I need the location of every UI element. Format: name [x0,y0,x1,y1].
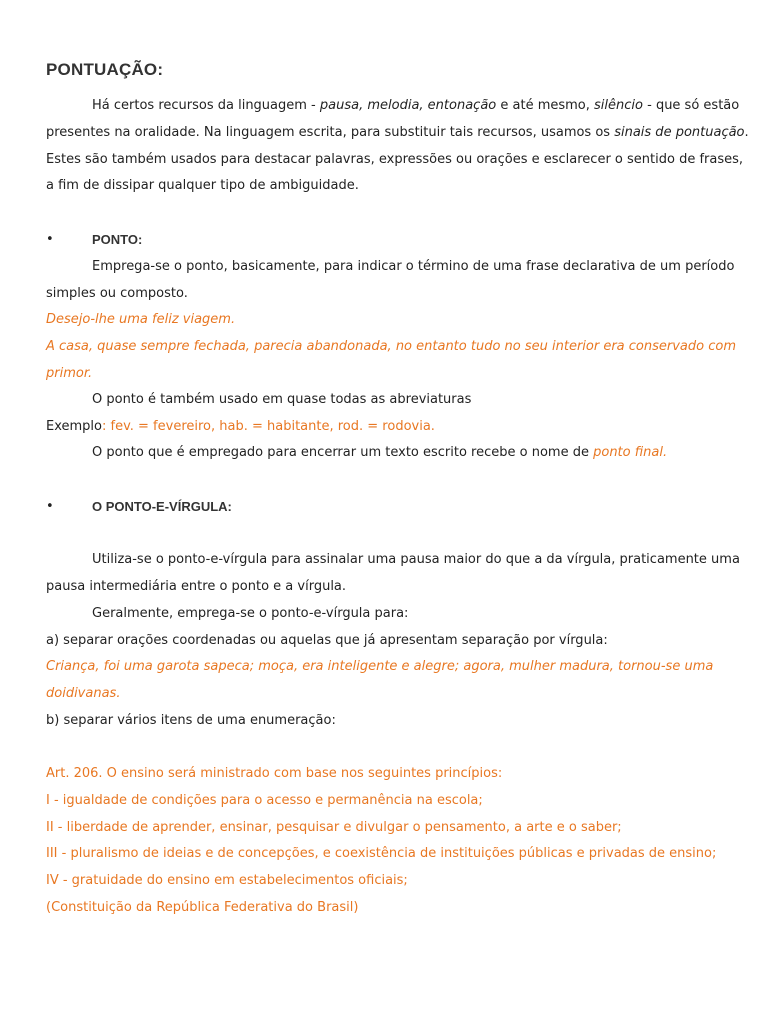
body-text: O ponto que é empregado para encerrar um texto escrito recebe o nome de [92,445,594,460]
intro-text: presentes na oralidade. Na linguagem escrita, para substituir tais recursos, usamos os [46,125,615,140]
intro-text: Há certos recursos da linguagem - [92,98,320,113]
intro-line-2 [46,124,749,142]
example-sentence [46,685,120,703]
example-sentence [46,365,92,383]
example-line [46,418,435,436]
bullet-icon: • [46,232,54,247]
section-heading-ponto: PONTO: [92,232,143,247]
example-sentence [46,658,713,676]
intro-italic: pausa, melodia, entonação [319,98,497,113]
ponto-para-1-line-1: Emprega-se o ponto, basicamente, para indicar o término de uma frase declarativa de um período [92,259,735,274]
intro-italic: sinais de pontuação [614,125,745,140]
pv-item-b: b) separar vários itens de uma enumeração: [46,713,336,728]
example-sentence [46,338,736,356]
example-text: doidivanas. [46,686,121,701]
intro-text: e até mesmo, [496,98,595,113]
example-text: ponto final. [593,445,668,460]
pv-para-1-line-1: Utiliza-se o ponto-e-vírgula para assinalar uma pausa maior do que a da vírgula, praticamente uma [92,552,740,567]
intro-line-3: Estes são também usados para destacar palavras, expressões ou orações e esclarecer o sentido de frases, [46,152,744,167]
intro-line-4: a fim de dissipar qualquer tipo de ambiguidade. [46,178,359,193]
example-text: : fev. = fevereiro, hab. = habitante, rod. = rodovia. [102,419,435,434]
enum-line: I - igualdade de condições para o acesso e permanência na escola; [46,793,483,808]
section-heading-ponto-virgula: O PONTO-E-VÍRGULA: [92,499,232,514]
ponto-para-1-line-2: simples ou composto. [46,286,188,301]
intro-italic: silêncio [594,98,643,113]
enum-source: (Constituição da República Federativa do Brasil) [46,900,359,915]
intro-line-1 [92,97,739,115]
example-text: Desejo-lhe uma feliz viagem. [46,312,236,327]
example-text: A casa, quase sempre fechada, parecia abandonada, no entanto tudo no seu interior era conservado com [46,339,736,354]
example-text: Criança, foi uma garota sapeca; moça, era inteligente e alegre; agora, mulher madura, tornou-se uma [46,659,714,674]
example-text: primor. [46,366,93,381]
enum-line: II - liberdade de aprender, ensinar, pesquisar e divulgar o pensamento, a arte e o saber; [46,820,622,835]
pv-item-a: a) separar orações coordenadas ou aquelas que já apresentam separação por vírgula: [46,633,608,648]
page-title: PONTUAÇÃO: [46,60,164,79]
ponto-para-2: O ponto é também usado em quase todas as abreviaturas [92,392,472,407]
enum-line: IV - gratuidade do ensino em estabelecimentos oficiais; [46,873,408,888]
enum-line: Art. 206. O ensino será ministrado com base nos seguintes princípios: [46,766,503,781]
ponto-para-3 [92,444,667,462]
enum-line: III - pluralismo de ideias e de concepções, e coexistência de instituições públicas e privadas de ensino; [46,846,717,861]
pv-para-1-line-2: pausa intermediária entre o ponto e a vírgula. [46,579,347,594]
bullet-icon: • [46,499,54,514]
example-sentence [46,311,235,329]
example-label: Exemplo [46,419,102,434]
intro-text: . [744,125,749,140]
intro-text: - que só estão [642,98,740,113]
pv-para-2: Geralmente, emprega-se o ponto-e-vírgula para: [92,606,409,621]
